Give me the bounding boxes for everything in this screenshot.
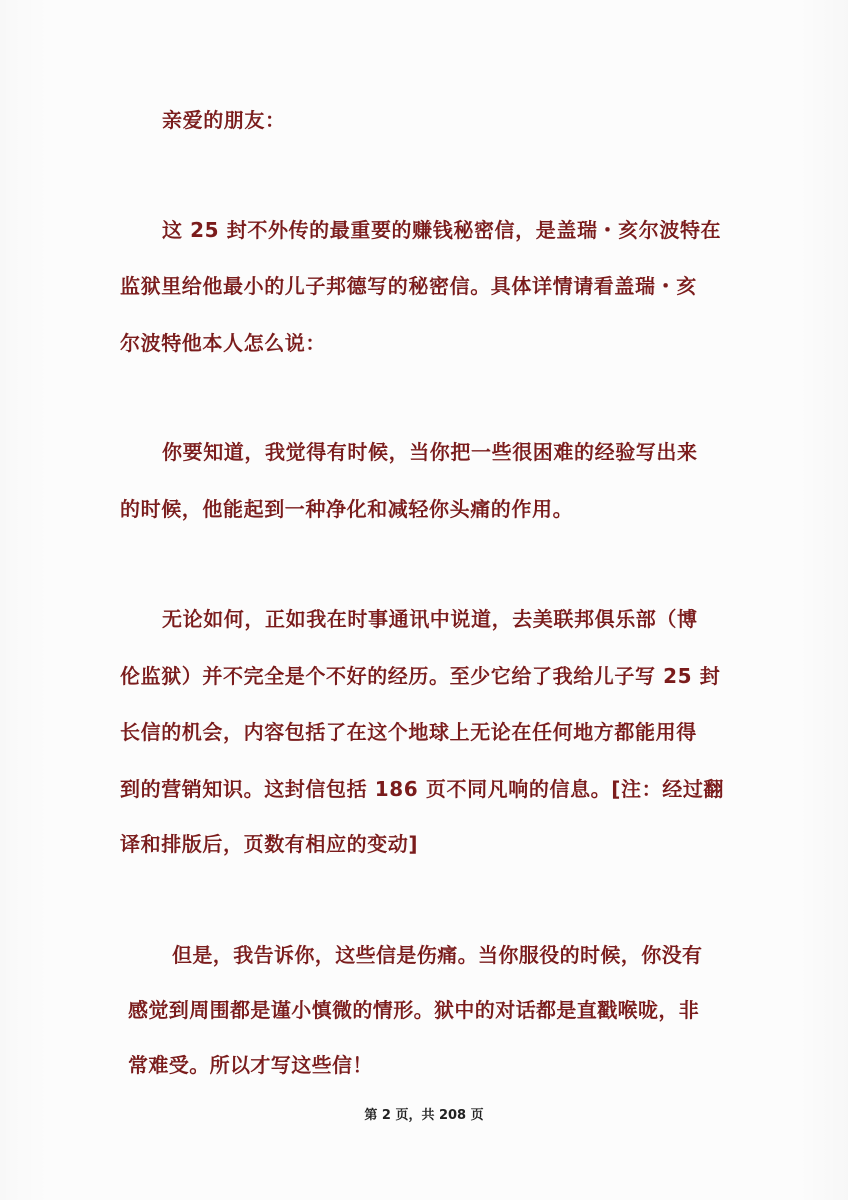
paragraph-4-line-2: 感觉到周围都是谨小慎微的情形。狱中的对话都是直戳喉咙，非	[128, 998, 700, 1022]
paragraph-3-line-3: 长信的机会，内容包括了在这个地球上无论在任何地方都能用得	[120, 720, 697, 744]
paragraph-1-line-3: 尔波特他本人怎么说：	[120, 331, 326, 355]
paragraph-4-line-3: 常难受。所以才写这些信！	[128, 1053, 373, 1077]
paragraph-1-line-2: 监狱里给他最小的儿子邦德写的秘密信。具体详情请看盖瑞・亥	[120, 274, 697, 298]
paragraph-3-line-2: 伦监狱）并不完全是个不好的经历。至少它给了我给儿子写 25 封	[120, 664, 721, 688]
paragraph-2-line-2: 的时候，他能起到一种净化和减轻你头痛的作用。	[120, 497, 574, 521]
page-indicator: 第 2 页，共 208 页	[364, 1108, 484, 1123]
paragraph-1-line-1: 这 25 封不外传的最重要的赚钱秘密信，是盖瑞・亥尔波特在	[162, 218, 722, 242]
salutation: 亲爱的朋友：	[162, 108, 286, 132]
paragraph-3-line-5: 译和排版后，页数有相应的变动]	[120, 832, 419, 856]
paragraph-2-line-1: 你要知道，我觉得有时候，当你把一些很困难的经验写出来	[162, 440, 698, 464]
paragraph-3-line-4: 到的营销知识。这封信包括 186 页不同凡响的信息。[注：经过翻	[120, 777, 725, 801]
paragraph-3-line-1: 无论如何，正如我在时事通讯中说道，去美联邦俱乐部（博	[162, 607, 698, 631]
paragraph-4-line-1: 但是，我告诉你，这些信是伤痛。当你服役的时候，你没有	[172, 943, 703, 967]
